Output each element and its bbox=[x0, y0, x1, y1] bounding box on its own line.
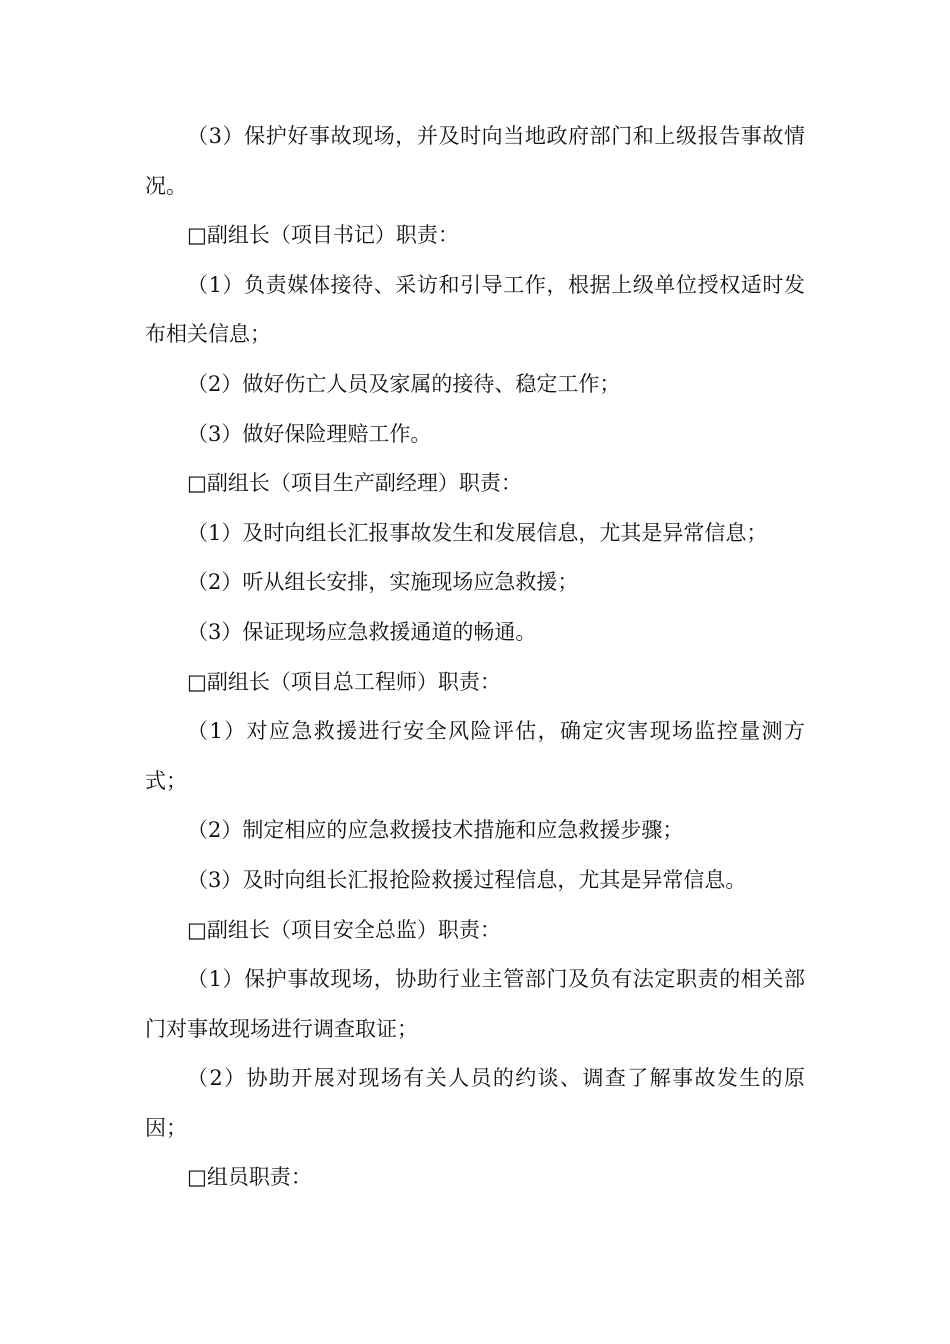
paragraph-casualty-families: （2）做好伤亡人员及家属的接待、稳定工作； bbox=[187, 371, 621, 396]
paragraph-follow-arrangement: （2）听从组长安排，实施现场应急救援； bbox=[187, 570, 579, 595]
paragraph-protect-scene: （1）保护事故现场，协助行业主管部门及负有法定职责的相关部门对事故现场进行调查取证； bbox=[145, 967, 805, 1041]
heading-deputy-safety-director: □副组长（项目安全总监）职责： bbox=[187, 917, 501, 942]
paragraph-media-reception: （1）负责媒体接待、采访和引导工作，根据上级单位授权适时发布相关信息； bbox=[145, 272, 805, 347]
heading-deputy-chief-engineer: □副组长（项目总工程师）职责： bbox=[187, 669, 501, 694]
heading-deputy-production-manager: □副组长（项目生产副经理）职责： bbox=[187, 471, 522, 496]
paragraph-rescue-process-info: （3）及时向组长汇报抢险救援过程信息，尤其是异常信息。 bbox=[187, 867, 747, 892]
heading-member-duties: □组员职责： bbox=[187, 1165, 312, 1190]
paragraph-rescue-passage: （3）保证现场应急救援通道的畅通。 bbox=[187, 619, 537, 644]
document-body bbox=[145, 112, 805, 1203]
paragraph-report-to-leader: （1）及时向组长汇报事故发生和发展信息，尤其是异常信息； bbox=[187, 520, 768, 545]
paragraph-report-accident: （3）保护好事故现场，并及时向当地政府部门和上级报告事故情况。 bbox=[145, 124, 805, 198]
paragraph-interview-personnel: （2）协助开展对现场有关人员的约谈、调查了解事故发生的原因； bbox=[145, 1066, 805, 1140]
paragraph-technical-measures: （2）制定相应的应急救援技术措施和应急救援步骤； bbox=[187, 818, 684, 843]
paragraph-risk-assessment: （1）对应急救援进行安全风险评估，确定灾害现场监控量测方式； bbox=[145, 719, 805, 793]
heading-deputy-secretary: □副组长（项目书记）职责： bbox=[187, 223, 459, 248]
paragraph-insurance-claims: （3）做好保险理赔工作。 bbox=[187, 421, 432, 446]
